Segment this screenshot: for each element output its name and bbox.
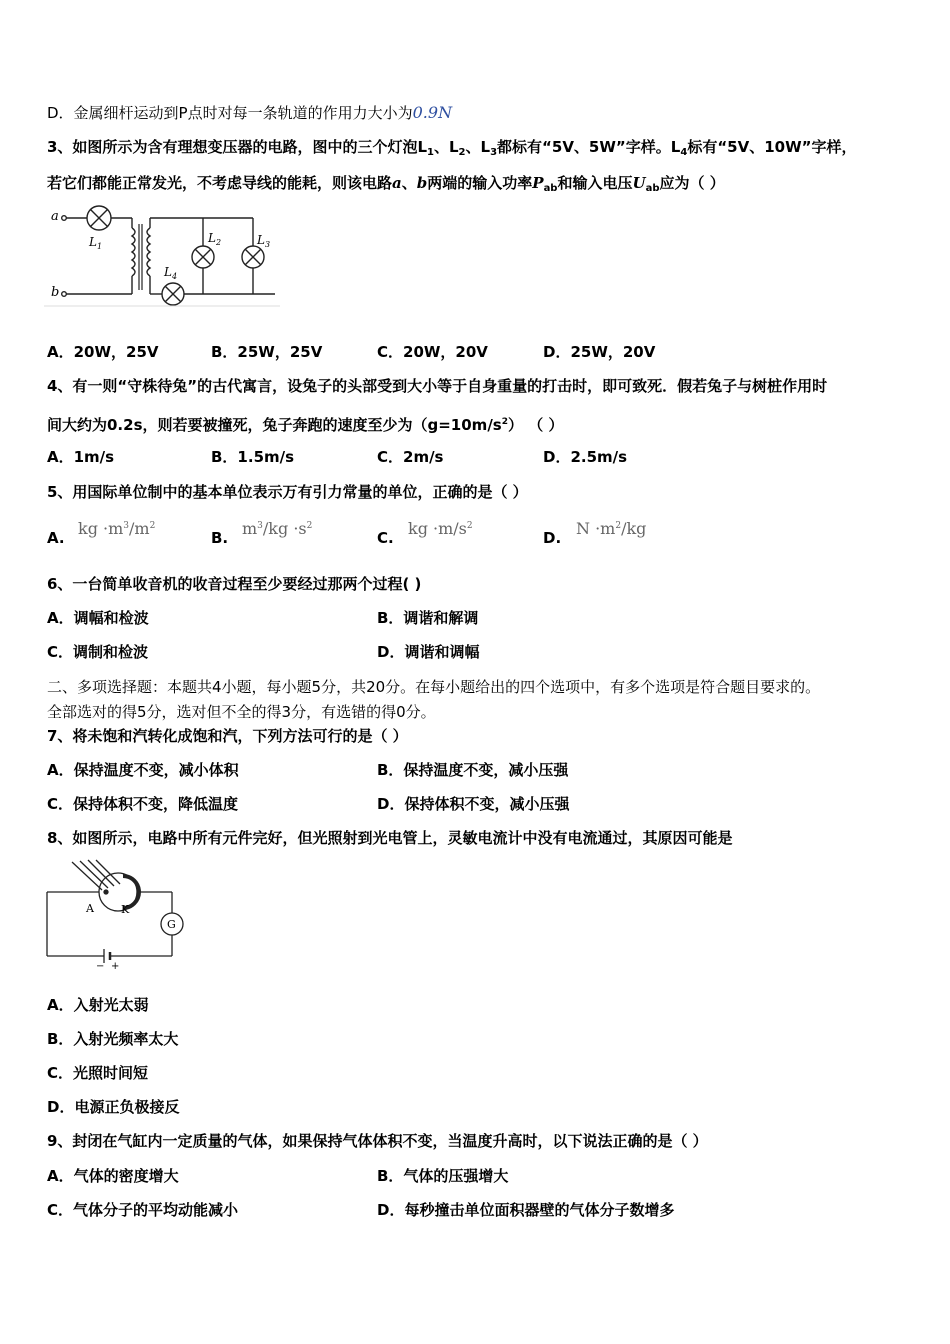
q5-option-c[interactable]: C. bbox=[377, 529, 394, 547]
terminal-b bbox=[62, 292, 67, 297]
q8-option-a[interactable]: A．入射光太弱 bbox=[47, 996, 149, 1014]
light-ray bbox=[80, 861, 108, 888]
q7-option-a[interactable]: A．保持温度不变，减小体积 bbox=[47, 761, 239, 779]
q4-line2: 间大约为0.2s，则若要被撞死，兔子奔跑的速度至少为$(g=10m/s^2)$ （ ） bbox=[47, 416, 564, 434]
q5-option-a[interactable]: A. bbox=[47, 529, 65, 547]
q6-option-c[interactable]: C．调制和检波 bbox=[47, 643, 149, 661]
label-g: G bbox=[167, 918, 176, 931]
q5-formula-a: kg $\cdot m^3/m^2$ bbox=[78, 519, 156, 538]
anode bbox=[104, 890, 108, 894]
secondary-coil bbox=[147, 228, 150, 276]
label-plus: + bbox=[111, 961, 120, 970]
q3-option-b[interactable]: B．25W，25V bbox=[211, 343, 323, 361]
q4-option-a[interactable]: A．1m/s bbox=[47, 448, 115, 466]
section2-instructions: 全部选对的得5分，选对但不全的得3分，有选错的得0分。 bbox=[47, 703, 436, 721]
q3-option-a[interactable]: A．20W，25V bbox=[47, 343, 159, 361]
q4-option-c[interactable]: C．2m/s bbox=[377, 448, 444, 466]
q3-line2: 若它们都能正常发光，不考虑导线的能耗，则该电路a、b两端的输入功率$P_{ab}$和输入电压$U_{ab}$应为（ ） bbox=[47, 174, 725, 194]
q5-formula-d: $N \cdot m^2/kg$ bbox=[576, 519, 647, 538]
q8-option-b[interactable]: B．入射光频率太大 bbox=[47, 1030, 179, 1048]
transformer-circuit-diagram bbox=[44, 200, 280, 310]
label-l3: $L_3$ bbox=[257, 233, 271, 249]
q9-question: 9、封闭在气缸内一定质量的气体，如果保持气体体积不变，当温度升高时，以下说法正确的是（ ） bbox=[47, 1132, 708, 1150]
q7-option-d[interactable]: D．保持体积不变，减小压强 bbox=[377, 795, 570, 813]
q7-option-c[interactable]: C．保持体积不变，降低温度 bbox=[47, 795, 239, 813]
formula-0-9N: 0.9N bbox=[412, 103, 453, 122]
light-ray bbox=[72, 862, 102, 890]
q8-option-d[interactable]: D．电源正负极接反 bbox=[47, 1098, 180, 1116]
q7-question: 7、将未饱和汽转化成饱和汽，下列方法可行的是（ ） bbox=[47, 727, 408, 745]
q7-option-b[interactable]: B．保持温度不变，减小压强 bbox=[377, 761, 569, 779]
q6-option-a[interactable]: A．调幅和检波 bbox=[47, 609, 149, 627]
q8-option-c[interactable]: C．光照时间短 bbox=[47, 1064, 149, 1082]
label-l2: $L_2$ bbox=[208, 231, 222, 247]
label-cathode: K bbox=[121, 903, 130, 916]
photocell-circuit-diagram bbox=[44, 858, 194, 970]
q5-option-d[interactable]: D. bbox=[543, 529, 562, 547]
section2-heading: 二、多项选择题：本题共4小题，每小题5分，共20分。在每小题给出的四个选项中，有多个选项是符合题目要求的。 bbox=[47, 678, 821, 696]
q3-option-c[interactable]: C．20W，20V bbox=[377, 343, 488, 361]
label-minus: − bbox=[96, 961, 105, 970]
q4-option-d[interactable]: D．2.5m/s bbox=[543, 448, 628, 466]
label-l4: $L_4$ bbox=[164, 265, 178, 281]
q6-option-b[interactable]: B．调谐和解调 bbox=[377, 609, 479, 627]
label-b: b bbox=[51, 285, 60, 300]
label-a: a bbox=[51, 209, 59, 224]
q5-formula-b: $m^3/kg \cdot s^2$ bbox=[242, 519, 313, 538]
q3-option-d[interactable]: D．25W，20V bbox=[543, 343, 656, 361]
q3-line1: 3、如图所示为含有理想变压器的电路，图中的三个灯泡$L_1$、$L_2$、$L_3$都标有“5V、5W”字样。$L_4$标有“5V、10W”字样， bbox=[47, 138, 857, 158]
q9-option-b[interactable]: B．气体的压强增大 bbox=[377, 1167, 509, 1185]
q5-question: 5、用国际单位制中的基本单位表示万有引力常量的单位，正确的是（ ） bbox=[47, 483, 528, 501]
q6-option-d[interactable]: D．调谐和调幅 bbox=[377, 643, 480, 661]
label-anode: A bbox=[86, 902, 94, 915]
q9-option-d[interactable]: D．每秒撞击单位面积器壁的气体分子数增多 bbox=[377, 1201, 675, 1219]
option-d-line: D．金属细杆运动到P点时对每一条轨道的作用力大小为0.9N bbox=[47, 103, 453, 122]
q4-line1: 4、有一则“守株待兔”的古代寓言，设兔子的头部受到大小等于自身重量的打击时，即可致死．假若兔子与树桩作用时 bbox=[47, 377, 828, 395]
q9-option-c[interactable]: C．气体分子的平均动能减小 bbox=[47, 1201, 239, 1219]
label-l1: $L_1$ bbox=[89, 235, 103, 251]
q9-option-a[interactable]: A．气体的密度增大 bbox=[47, 1167, 179, 1185]
q6-question: 6、一台简单收音机的收音过程至少要经过那两个过程( ) bbox=[47, 575, 422, 593]
q4-option-b[interactable]: B．1.5m/s bbox=[211, 448, 295, 466]
terminal-a bbox=[62, 216, 67, 221]
primary-coil bbox=[132, 228, 135, 276]
q8-question: 8、如图所示，电路中所有元件完好，但光照射到光电管上，灵敏电流计中没有电流通过，其原因可能是 bbox=[47, 829, 733, 847]
q5-option-b[interactable]: B. bbox=[211, 529, 229, 547]
q5-formula-c: kg $\cdot m/s^2$ bbox=[408, 519, 473, 538]
